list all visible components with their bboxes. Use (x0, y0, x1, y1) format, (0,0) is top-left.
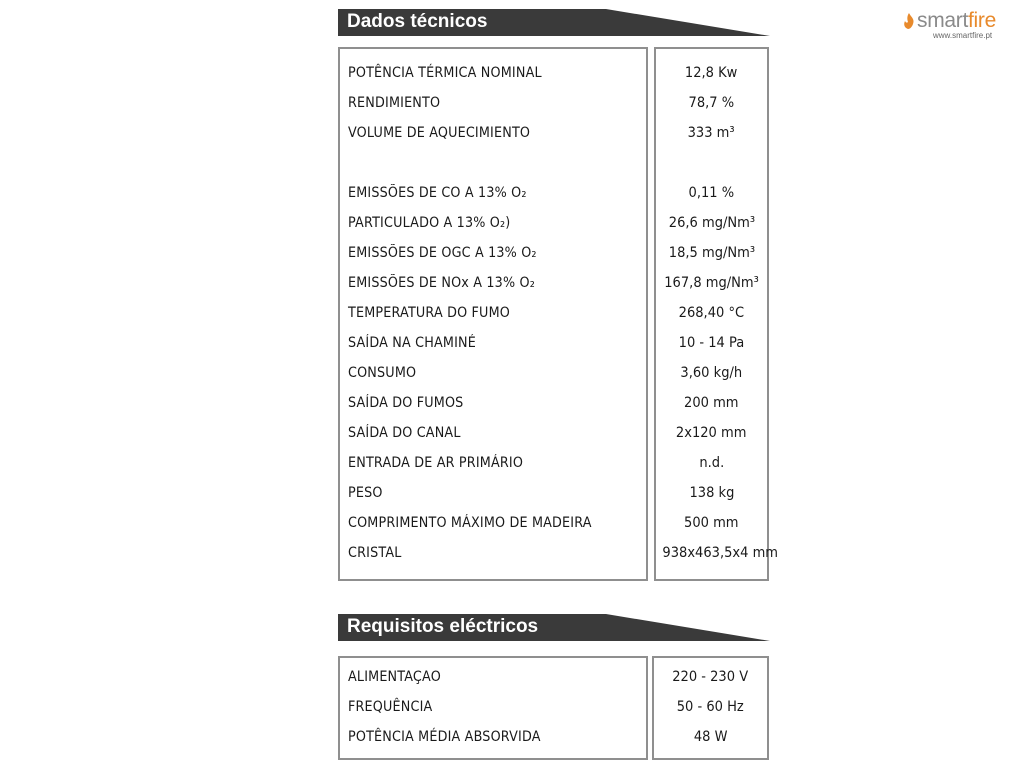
technical-row-label: SAÍDA DO CANAL (348, 425, 461, 441)
electrical-row-value: 48 W (693, 729, 728, 745)
electrical-header (338, 614, 770, 642)
technical-row-value: 78,7 % (688, 95, 735, 111)
technical-row-value-cell (656, 238, 767, 268)
technical-row-value-cell (656, 538, 779, 568)
electrical-labels-box (338, 656, 648, 760)
technical-row-value-cell (656, 418, 767, 448)
technical-row-value-cell (656, 448, 767, 478)
technical-row-value: 500 mm (684, 515, 739, 531)
technical-row-value: 167,8 mg/Nm³ (664, 275, 759, 291)
technical-row-label: ENTRADA DE AR PRIMÁRIO (348, 455, 524, 471)
technical-row-value-cell (656, 268, 767, 298)
technical-row-label: CRISTAL (348, 545, 402, 561)
electrical-row-value-cell (654, 662, 767, 692)
technical-row-value: 268,40 °C (678, 305, 745, 321)
technical-row-value-cell (656, 328, 767, 358)
technical-header (338, 9, 770, 37)
technical-row-label: VOLUME DE AQUECIMIENTO (348, 125, 531, 141)
technical-row-label: EMISSÕES DE CO A 13% O₂ (348, 185, 527, 201)
technical-row-label: EMISSÕES DE NOx A 13% O₂ (348, 275, 536, 291)
technical-row-value: 3,60 kg/h (680, 365, 743, 381)
technical-values-box (654, 47, 779, 581)
electrical-row-value: 220 - 230 V (672, 669, 749, 685)
technical-row-value-cell (656, 478, 767, 508)
electrical-title: Requisitos eléctricos (347, 616, 539, 637)
technical-row-label: EMISSÕES DE OGC A 13% O₂ (348, 245, 537, 261)
electrical-row-label: POTÊNCIA MÉDIA ABSORVIDA (348, 729, 541, 745)
technical-row-value-cell (656, 298, 767, 328)
technical-row-value: 26,6 mg/Nm³ (668, 215, 755, 231)
technical-row-label: PESO (348, 485, 383, 501)
logo-wordmark (917, 9, 996, 33)
technical-row-value-cell (656, 58, 767, 88)
technical-row-value: 2x120 mm (676, 425, 747, 441)
technical-row-value-cell (656, 508, 767, 538)
technical-row-label: CONSUMO (348, 365, 417, 381)
technical-row-value-cell (656, 208, 767, 238)
electrical-row-value-cell (654, 722, 767, 752)
technical-row-label: PARTICULADO A 13% O₂) (348, 215, 511, 231)
logo-brand-prefix: smart (917, 9, 969, 32)
technical-row-value: 10 - 14 Pa (678, 335, 745, 351)
technical-row-value-cell (656, 388, 767, 418)
technical-row-value: n.d. (699, 455, 724, 471)
technical-row-value: 200 mm (684, 395, 739, 411)
technical-row-value-cell (656, 88, 767, 118)
technical-row-label: SAÍDA NA CHAMINÉ (348, 335, 476, 351)
technical-row-value: 18,5 mg/Nm³ (668, 245, 755, 261)
technical-row-label: TEMPERATURA DO FUMO (348, 305, 510, 321)
technical-labels-box (338, 47, 648, 581)
flame-icon (902, 12, 916, 30)
technical-row-value: 0,11 % (688, 185, 735, 201)
technical-row-value: 138 kg (689, 485, 734, 501)
electrical-row-label: ALIMENTAÇAO (348, 669, 441, 685)
logo-url: www.smartfire.pt (933, 31, 993, 40)
electrical-values-box (652, 656, 769, 760)
technical-row-label: RENDIMIENTO (348, 95, 441, 111)
technical-row-label: SAÍDA DO FUMOS (348, 395, 464, 411)
technical-row-value-cell (656, 358, 767, 388)
technical-title: Dados técnicos (347, 11, 488, 32)
technical-row-value: 12,8 Kw (685, 65, 738, 81)
logo-brand-suffix: fire (968, 9, 996, 32)
technical-row-value: 333 m³ (687, 125, 735, 141)
technical-row-value: 938x463,5x4 mm (662, 545, 779, 561)
smartfire-logo (900, 6, 1018, 42)
technical-row-value-cell (656, 118, 767, 148)
electrical-row-value: 50 - 60 Hz (676, 699, 745, 715)
technical-row-label: POTÊNCIA TÉRMICA NOMINAL (348, 65, 542, 81)
electrical-row-label: FREQUÊNCIA (348, 699, 433, 715)
technical-row-value-cell (656, 178, 767, 208)
technical-row-label: COMPRIMENTO MÁXIMO DE MADEIRA (348, 515, 592, 531)
electrical-row-value-cell (654, 692, 767, 722)
